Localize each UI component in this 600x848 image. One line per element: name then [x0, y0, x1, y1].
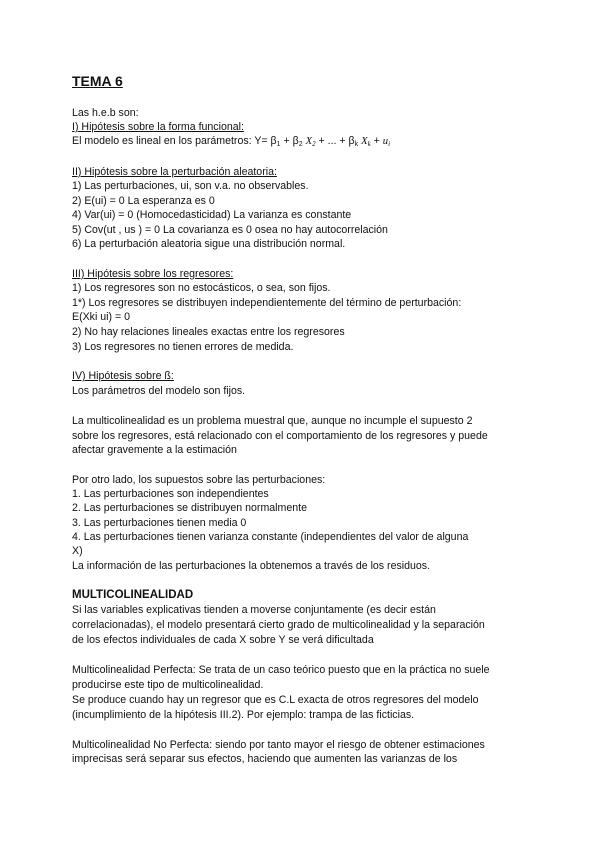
paragraph-line: La información de las perturbaciones la obtenemos a través de los residuos.: [72, 560, 431, 572]
formula-b2: β: [292, 135, 299, 147]
formula-b1: β: [270, 135, 277, 147]
paragraph-line: La multicolinealidad es un problema muestral que, aunque no incumple el supuesto 2: [72, 415, 473, 427]
paragraph-line: imprecisas será separar sus efectos, haciendo que aumenten las varianzas de los: [72, 753, 458, 765]
list-item: 2) E(ui) = 0 La esperanza es 0: [72, 195, 215, 207]
paragraph-line: sobre los regresores, está relacionado con el comportamiento de los regresores y puede: [72, 430, 488, 442]
paragraph-line: producirse este tipo de multicolinealidad.: [72, 679, 264, 691]
formula-xk-sub: k: [367, 140, 371, 148]
section-4-text: Los parámetros del modelo son fijos.: [72, 385, 246, 397]
formula-b1-sub: 1: [276, 141, 281, 148]
formula-dots: + ... +: [315, 135, 349, 147]
formula-plus: +: [280, 135, 293, 147]
list-item: 1) Los regresores son no estocásticos, o sea, son fijos.: [72, 282, 331, 294]
formula-b2-sub: 2: [298, 141, 303, 148]
paragraph-line: Si las variables explicativas tienden a moverse conjuntamente (es decir están: [72, 604, 436, 616]
list-item: 3. Las perturbaciones tienen media 0: [72, 517, 247, 529]
intro-text: Las h.e.b son:: [72, 107, 139, 119]
paragraph-line: afectar gravemente a la estimación: [72, 444, 237, 456]
formula-xk: X: [361, 136, 368, 147]
formula-u-sub: i: [388, 140, 391, 148]
paragraph-line: Se produce cuando hay un regresor que es C.L exacta de otros regresores del modelo: [72, 694, 479, 706]
list-item: 2. Las perturbaciones se distribuyen normalmente: [72, 502, 307, 514]
list-item: 1) Las perturbaciones, ui, son v.a. no observables.: [72, 180, 309, 192]
list-item: 6) La perturbación aleatoria sigue una distribución normal.: [72, 238, 346, 250]
list-item: 3) Los regresores no tienen errores de medida.: [72, 341, 294, 353]
formula-u: u: [382, 136, 389, 147]
formula-bk-sub: k: [354, 141, 359, 148]
page-title: TEMA 6: [72, 73, 123, 89]
list-item: 2) No hay relaciones lineales exactas entre los regresores: [72, 326, 345, 338]
section-2-heading: II) Hipótesis sobre la perturbación aleatoria:: [72, 166, 277, 178]
list-item: 1*) Los regresores se distribuyen independientemente del término de perturbación:: [72, 297, 462, 309]
list-item: 4) Var(ui) = 0 (Homocedasticidad) La varianza es constante: [72, 209, 352, 221]
formula-bk: β: [348, 135, 355, 147]
section-1-heading: I) Hipótesis sobre la forma funcional:: [72, 121, 244, 133]
list-item: 4. Las perturbaciones tienen varianza constante (independientes del valor de alguna: [72, 531, 469, 543]
paragraph-line: Por otro lado, los supuestos sobre las perturbaciones:: [72, 474, 326, 486]
formula-line: [72, 135, 390, 151]
list-item: 1. Las perturbaciones son independientes: [72, 488, 269, 500]
formula-x2-sub: 2: [312, 140, 316, 148]
section-heading-multicolinealidad: MULTICOLINEALIDAD: [72, 589, 194, 601]
formula-x2: X: [305, 136, 313, 147]
paragraph-line: Multicolinealidad No Perfecta: siendo por tanto mayor el riesgo de obtener estimaciones: [72, 739, 485, 751]
paragraph-line: de los efectos individuales de cada X sobre Y se verá dificultada: [72, 634, 374, 646]
list-item: X): [72, 545, 83, 557]
paragraph-line: Multicolinealidad Perfecta: Se trata de un caso teórico puesto que en la práctica no suele: [72, 664, 490, 676]
list-item: E(Xki ui) = 0: [72, 311, 130, 323]
formula-plus-2: +: [370, 135, 383, 147]
formula-prefix: El modelo es lineal en los parámetros: Y=: [72, 135, 271, 147]
section-3-heading: III) Hipótesis sobre los regresores:: [72, 268, 234, 280]
section-4-heading: IV) Hipótesis sobre ß:: [72, 370, 174, 382]
paragraph-line: (incumplimiento de la hipótesis III.2). Por ejemplo: trampa de las ficticias.: [72, 709, 415, 721]
paragraph-line: correlacionadas), el modelo presentará cierto grado de multicolinealidad y la separación: [72, 619, 485, 631]
list-item: 5) Cov(ut , us ) = 0 La covarianza es 0 osea no hay autocorrelación: [72, 224, 388, 236]
